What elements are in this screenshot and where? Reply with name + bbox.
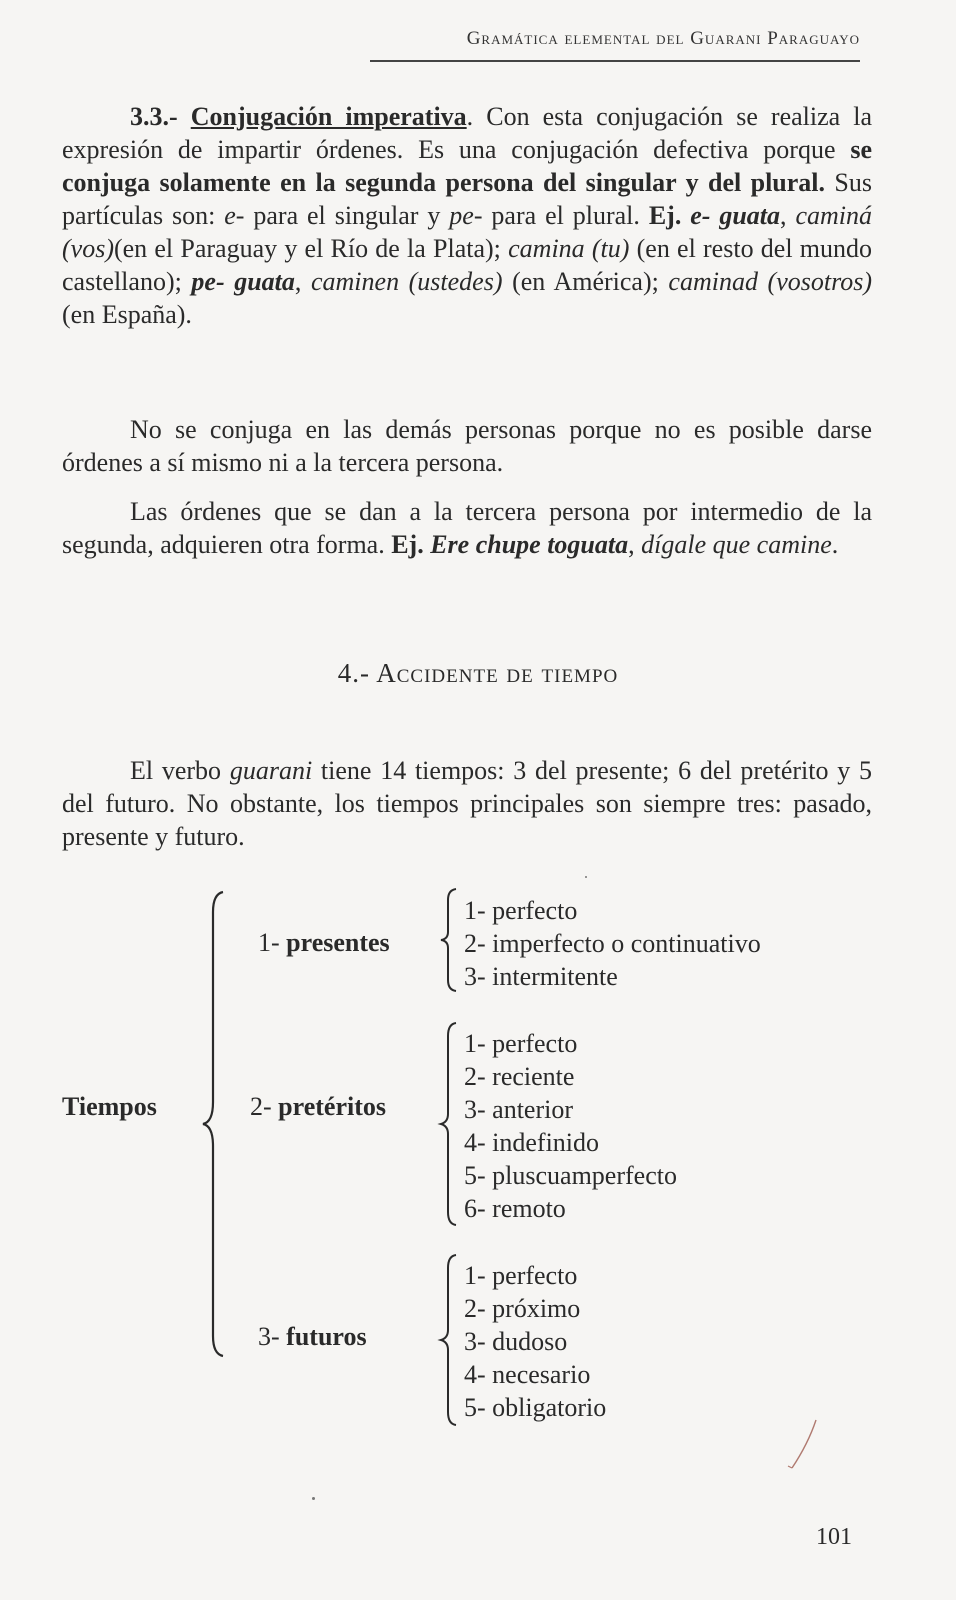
list-item: 1- perfecto [464, 1029, 578, 1058]
example-guarani: e- guata [690, 201, 781, 230]
list-item: 6- remoto [464, 1194, 566, 1223]
list-item: 1- perfecto [464, 1261, 578, 1290]
page-number: 101 [816, 1524, 852, 1550]
particle-e: e- [224, 201, 245, 230]
section-heading: 4.- Accidente de tiempo [337, 658, 619, 688]
paragraph-imperative: 3.3.- Conjugación imperativa. Con esta conjugación se realiza la expresión de impartir órdenes. Es una conjugación defectiva porque se conjuga solamente en la segunda persona del singular y del plural. Sus partículas son: e- para el singular y pe- para el plural. Ej. e- guata, caminá (vos)(en el Paraguay y el Río de la Plata); camina (tu) (en el resto del mundo castellano); pe- guata, caminen (ustedes) (en América); caminad (vosotros) (en España). [62, 102, 873, 329]
list-item: 4- indefinido [464, 1128, 600, 1157]
list-item: 1- perfecto [464, 896, 578, 925]
paragraph-tercera-persona: Las órdenes que se dan a la tercera persona por intermedio de la segunda, adquieren otra forma. Ej. Ere chupe toguata, dígale que camine. [62, 497, 872, 559]
list-item: 2- reciente [464, 1062, 575, 1091]
group-preteritos-label: 2- pretéritos [250, 1092, 386, 1121]
word-guarani: guarani [229, 756, 313, 785]
example-label: Ej. [391, 530, 424, 559]
example-label: Ej. [648, 201, 682, 230]
list-futuros [464, 1259, 606, 1424]
list-item: 3- anterior [464, 1095, 574, 1124]
brace-presentes [436, 886, 462, 994]
brace-futuros [436, 1252, 462, 1428]
list-presentes [464, 894, 761, 993]
list-item: 5- pluscuamperfecto [464, 1161, 677, 1190]
example-vos: caminá (vos) [62, 201, 873, 263]
example-guarani-plural: pe- guata [191, 267, 295, 296]
list-item: 2- próximo [464, 1294, 581, 1323]
key-statement: se conjuga solamente en la segunda persona del singular y del plural. [62, 135, 872, 197]
example-tu: camina (tu) [508, 234, 630, 263]
example-vosotros: caminad (vosotros) [668, 267, 873, 296]
ink-speck [312, 1497, 315, 1500]
header-rule [370, 60, 860, 62]
example-guarani: Ere chupe toguata [430, 530, 629, 559]
tiempos-root-label: Tiempos [62, 1092, 157, 1121]
list-item: 5- obligatorio [464, 1393, 607, 1422]
group-presentes-label: 1- presentes [258, 928, 390, 957]
main-brace [195, 888, 235, 1360]
paragraph-tiempos-intro: El verbo guarani tiene 14 tiempos: 3 del presente; 6 del pretérito y 5 del futuro. No obstante, los tiempos principales son siempre tres: pasado, presente y futuro. [62, 756, 872, 851]
running-header: Gramática elemental del Guarani Paraguayo [466, 28, 860, 49]
group-futuros-label: 3- futuros [258, 1322, 367, 1351]
pencil-mark [786, 1418, 820, 1474]
particle-pe: pe- [449, 201, 483, 230]
list-item: 3- dudoso [464, 1327, 568, 1356]
list-item: 3- intermitente [464, 962, 618, 991]
brace-preteritos [436, 1020, 462, 1228]
paragraph-no-otras-personas: No se conjuga en las demás personas porque no es posible darse órdenes a sí mismo ni a la tercera persona. [62, 415, 872, 477]
list-item: 4- necesario [464, 1360, 591, 1389]
ink-speck [585, 876, 587, 878]
list-item: 2- imperfecto o continuativo [464, 929, 761, 958]
section-title: Conjugación imperativa [190, 102, 467, 131]
example-translation: dígale que camine [641, 530, 832, 559]
section-number: 3.3.- [130, 102, 178, 131]
example-ustedes: caminen (ustedes) [310, 267, 503, 296]
list-preteritos [464, 1027, 677, 1225]
